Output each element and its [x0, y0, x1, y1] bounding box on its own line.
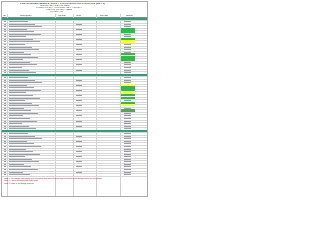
row-description-bar	[9, 54, 31, 55]
row-description-bar	[9, 161, 39, 162]
row-units-bar	[76, 70, 82, 71]
row-description-bar	[9, 138, 42, 139]
result-cell-green	[121, 58, 135, 60]
row-number-bar	[4, 133, 6, 134]
result-value-bar	[124, 108, 131, 109]
row-number-bar	[4, 149, 6, 150]
header-title: PRE-STEERED NEEDLE SHAFT STATIC BOW CALCULATION (REV 0)	[20, 2, 106, 5]
row-description-bar	[9, 34, 41, 35]
result-value-bar	[124, 161, 131, 162]
result-value-bar	[124, 143, 131, 144]
result-value-bar	[124, 169, 131, 170]
result-value-bar	[124, 166, 131, 167]
result-value-bar	[124, 151, 131, 152]
row-description-bar	[9, 103, 32, 104]
row-number-bar	[4, 85, 6, 86]
result-value-bar	[124, 80, 131, 81]
row-description-bar	[9, 146, 41, 147]
row-number-bar	[4, 98, 6, 99]
row-units-bar	[76, 85, 82, 86]
result-value-bar	[124, 123, 131, 124]
row-description-bar	[9, 49, 39, 50]
note-line: Note 3: Refer to the design manual.	[4, 182, 34, 185]
header-project-number: PROJECT No.	[50, 10, 64, 13]
result-value-bar	[124, 62, 131, 63]
row-number-bar	[4, 29, 6, 30]
row-description-bar	[9, 90, 41, 91]
row-description-bar	[9, 149, 26, 150]
row-units-bar	[76, 44, 82, 45]
row-description-bar	[9, 143, 34, 144]
row-number-bar	[4, 169, 6, 170]
section-band	[2, 18, 147, 21]
row-number-bar	[4, 105, 6, 106]
row-number-bar	[4, 90, 6, 91]
row-units-bar	[76, 151, 82, 152]
row-number-bar	[4, 34, 6, 35]
row-number-bar	[4, 174, 6, 175]
section-band	[2, 74, 147, 77]
result-cell-green	[121, 97, 135, 99]
column-header-no: No	[3, 14, 6, 17]
note-line: Note 1: The sample calculation is for reference only and the result may not match actual design values for this project.	[4, 178, 103, 180]
result-value-bar	[124, 36, 131, 37]
result-value-bar	[124, 100, 131, 101]
row-units-bar	[76, 34, 82, 35]
row-description-bar	[9, 159, 32, 160]
calculation-sheet	[1, 1, 148, 197]
row-number-bar	[4, 128, 6, 129]
row-number-bar	[4, 39, 6, 40]
row-description-bar	[9, 123, 22, 124]
row-description-bar	[9, 169, 38, 170]
row-units-bar	[76, 172, 82, 173]
row-number-bar	[4, 146, 6, 147]
row-units-bar	[76, 126, 82, 127]
row-description-bar	[9, 126, 29, 127]
row-number-bar	[4, 121, 6, 122]
row-number-bar	[4, 161, 6, 162]
row-description-bar	[9, 141, 27, 142]
row-description-bar	[9, 100, 25, 101]
notes-block	[4, 178, 144, 196]
row-description-bar	[9, 113, 38, 114]
row-description-bar	[9, 105, 39, 106]
result-value-bar	[124, 136, 131, 137]
row-units-bar	[76, 59, 82, 60]
result-value-bar	[124, 121, 131, 122]
section-band	[2, 130, 147, 133]
result-cell-yellow	[121, 104, 135, 106]
result-value-bar	[124, 52, 131, 53]
row-description-bar	[9, 154, 40, 155]
sheet-header	[2, 2, 147, 13]
result-value-bar	[124, 164, 131, 165]
row-description-bar	[9, 110, 31, 111]
row-units-bar	[76, 110, 82, 111]
row-number-bar	[4, 21, 6, 22]
row-units-bar	[76, 29, 82, 30]
row-number-bar	[4, 54, 6, 55]
row-description-bar	[9, 174, 30, 175]
row-number-bar	[4, 136, 6, 137]
row-description-bar	[9, 172, 23, 173]
row-description-bar	[9, 59, 23, 60]
row-description-bar	[9, 136, 35, 137]
row-number-bar	[4, 92, 6, 93]
row-description-bar	[9, 80, 35, 81]
row-description-bar	[9, 87, 34, 88]
row-description-bar	[9, 85, 27, 86]
row-number-bar	[4, 164, 6, 165]
row-description-bar	[9, 133, 28, 134]
row-number-bar	[4, 57, 6, 58]
result-cell-green	[121, 30, 135, 32]
result-value-bar	[124, 21, 131, 22]
result-value-bar	[124, 113, 131, 114]
row-number-bar	[4, 151, 6, 152]
row-description-bar	[9, 151, 33, 152]
row-units-bar	[76, 80, 82, 81]
note-line: Note 2: Check and verify with latest data.	[4, 180, 39, 183]
row-description-bar	[9, 26, 42, 27]
row-number-bar	[4, 70, 6, 71]
column-header-units: Units	[76, 14, 82, 17]
result-value-bar	[124, 154, 131, 155]
row-number-bar	[4, 49, 6, 50]
row-number-bar	[4, 52, 6, 53]
result-cell-green	[121, 109, 135, 111]
result-value-bar	[124, 77, 131, 78]
row-units-bar	[76, 115, 82, 116]
row-description-bar	[9, 24, 35, 25]
row-description-bar	[9, 52, 24, 53]
result-value-bar	[124, 82, 131, 83]
row-description-bar	[9, 39, 33, 40]
result-value-bar	[124, 26, 131, 27]
row-description-bar	[9, 44, 25, 45]
row-number-bar	[4, 95, 6, 96]
result-value-bar	[124, 115, 131, 116]
result-value-bar	[124, 70, 131, 71]
column-header-description: Description	[20, 14, 32, 17]
result-value-bar	[124, 133, 131, 134]
result-value-bar	[124, 118, 131, 119]
row-number-bar	[4, 126, 6, 127]
row-number-bar	[4, 103, 6, 104]
row-number-bar	[4, 59, 6, 60]
row-number-bar	[4, 36, 6, 37]
result-value-bar	[124, 159, 131, 160]
result-value-bar	[124, 172, 131, 173]
result-value-bar	[124, 156, 131, 157]
header-project: POWER SOCIETY OF BOILER CALC. PROJECT	[36, 6, 83, 9]
row-description-bar	[9, 64, 37, 65]
row-units-bar	[76, 161, 82, 162]
row-units-bar	[76, 141, 82, 142]
result-value-bar	[124, 24, 131, 25]
row-number-bar	[4, 82, 6, 83]
row-description-bar	[9, 166, 31, 167]
row-description-bar	[9, 72, 36, 73]
row-description-bar	[9, 108, 24, 109]
row-description-bar	[9, 92, 26, 93]
row-units-bar	[76, 54, 82, 55]
row-number-bar	[4, 44, 6, 45]
row-number-bar	[4, 80, 6, 81]
row-number-bar	[4, 115, 6, 116]
result-value-bar	[124, 67, 131, 68]
result-value-bar	[124, 44, 131, 45]
row-description-bar	[9, 164, 24, 165]
row-description-bar	[9, 95, 33, 96]
row-number-bar	[4, 24, 6, 25]
column-header-formula: Formula	[100, 14, 109, 17]
row-units-bar	[76, 90, 82, 91]
row-number-bar	[4, 118, 6, 119]
row-units-bar	[76, 64, 82, 65]
row-description-bar	[9, 82, 42, 83]
calculation-table	[2, 18, 147, 178]
row-description-bar	[9, 57, 38, 58]
result-value-bar	[124, 47, 131, 48]
row-description-bar	[9, 70, 29, 71]
spreadsheet-page	[0, 0, 149, 198]
row-units-bar	[76, 49, 82, 50]
row-description-bar	[9, 36, 26, 37]
row-units-bar	[76, 121, 82, 122]
row-number-bar	[4, 172, 6, 173]
row-number-bar	[4, 100, 6, 101]
row-number-bar	[4, 41, 6, 42]
row-number-bar	[4, 113, 6, 114]
result-value-bar	[124, 128, 131, 129]
row-units-bar	[76, 105, 82, 106]
row-number-bar	[4, 166, 6, 167]
result-value-bar	[124, 49, 131, 50]
row-number-bar	[4, 26, 6, 27]
result-value-bar	[124, 34, 131, 35]
row-number-bar	[4, 143, 6, 144]
row-number-bar	[4, 154, 6, 155]
row-description-bar	[9, 156, 25, 157]
row-description-bar	[9, 29, 27, 30]
row-units-bar	[76, 136, 82, 137]
row-description-bar	[9, 77, 28, 78]
row-description-bar	[9, 47, 32, 48]
result-value-bar	[124, 146, 131, 147]
row-number-bar	[4, 77, 6, 78]
row-number-bar	[4, 62, 6, 63]
row-description-bar	[9, 21, 28, 22]
result-value-bar	[124, 174, 131, 175]
row-units-bar	[76, 166, 82, 167]
row-number-bar	[4, 47, 6, 48]
row-description-bar	[9, 118, 30, 119]
result-cell-yellow	[121, 40, 135, 42]
result-value-bar	[124, 149, 131, 150]
row-number-bar	[4, 108, 6, 109]
row-number-bar	[4, 138, 6, 139]
row-description-bar	[9, 67, 22, 68]
result-value-bar	[124, 141, 131, 142]
result-value-bar	[124, 138, 131, 139]
row-number-bar	[4, 123, 6, 124]
row-description-bar	[9, 115, 23, 116]
row-units-bar	[76, 95, 82, 96]
row-number-bar	[4, 67, 6, 68]
row-description-bar	[9, 41, 40, 42]
row-description-bar	[9, 62, 30, 63]
row-units-bar	[76, 146, 82, 147]
row-units-bar	[76, 100, 82, 101]
column-header-result: Result	[126, 14, 133, 17]
row-number-bar	[4, 159, 6, 160]
row-number-bar	[4, 141, 6, 142]
row-description-bar	[9, 128, 36, 129]
row-number-bar	[4, 72, 6, 73]
row-number-bar	[4, 31, 6, 32]
result-value-bar	[124, 64, 131, 65]
row-description-bar	[9, 31, 34, 32]
row-number-bar	[4, 110, 6, 111]
row-number-bar	[4, 64, 6, 65]
row-description-bar	[9, 98, 40, 99]
result-value-bar	[124, 72, 131, 73]
row-number-bar	[4, 156, 6, 157]
header-subtitle: DESIGN CALCULATION SHEET	[40, 4, 71, 7]
result-value-bar	[124, 126, 131, 127]
header-station: STATION: PROJECT NAME	[46, 8, 73, 11]
row-units-bar	[76, 156, 82, 157]
row-description-bar	[9, 121, 37, 122]
row-units-bar	[76, 39, 82, 40]
row-number-bar	[4, 87, 6, 88]
row-units-bar	[76, 24, 82, 25]
column-header-symbol: Symbol	[58, 14, 66, 17]
